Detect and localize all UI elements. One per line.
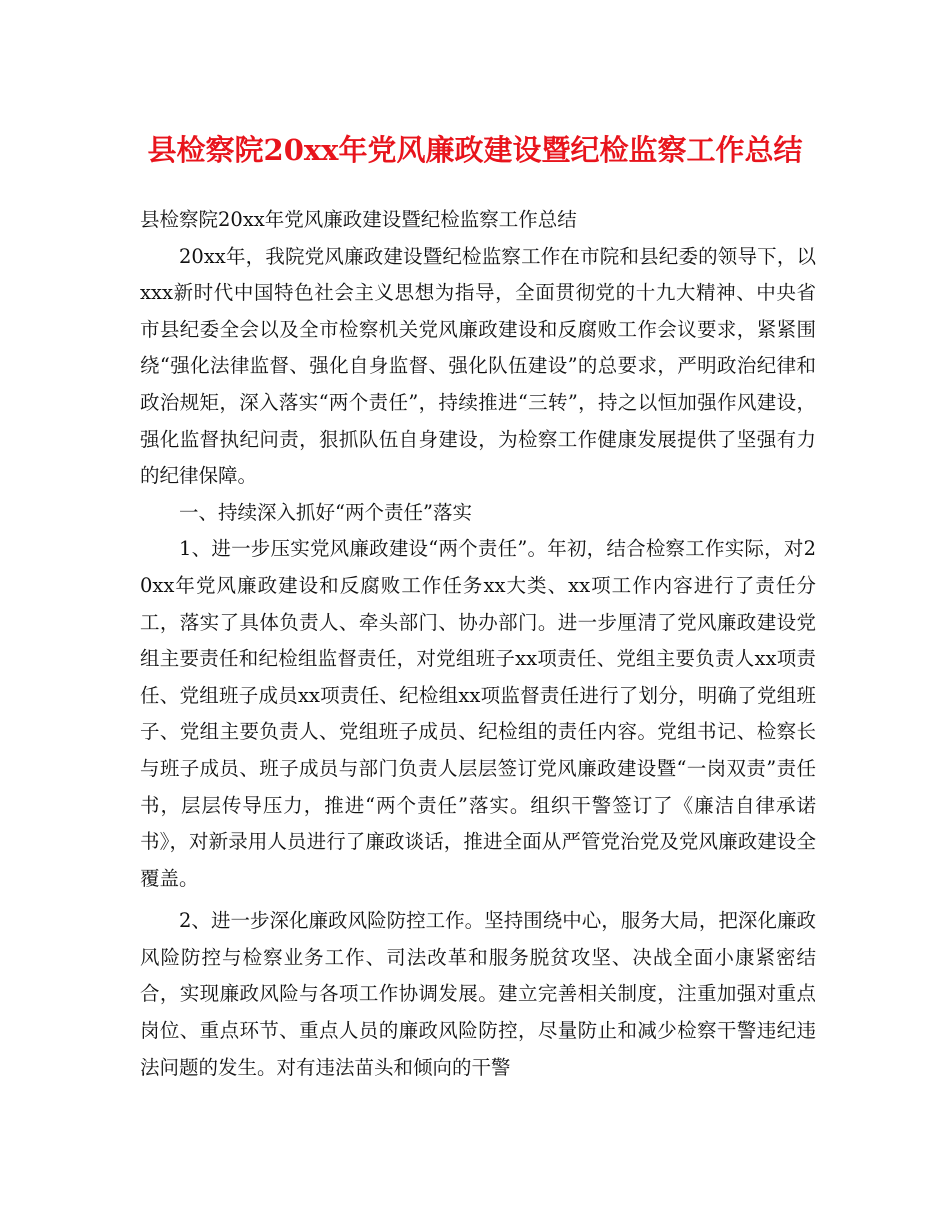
section-heading-1: 一、持续深入抓好“两个责任”落实 xyxy=(179,500,472,524)
body-paragraph-item-2: 2、进一步深化廉政风险防控工作。坚持围绕中心，服务大局，把深化廉政风险防控与检察业务工作、司法改革和服务脱贫攻坚、决战全面小康紧密结合，实现廉政风险与各项工作协调发展。建立完善相关制度，注重加强对重点岗位、重点环节、重点人员的廉政风险防控，尽量防止和减少检察干警违纪违法问题的发生。对有违法苗头和倾向的干警 xyxy=(140,909,816,1079)
body-paragraph-item-1: 1、进一步压实党风廉政建设“两个责任”。年初，结合检察工作实际，对20xx年党风廉政建设和反腐败工作任务xx大类、xx项工作内容进行了责任分工，落实了具体负责人、牵头部门、协办部门。进一步厘清了党风廉政建设党组主要责任和纪检组监督责任，对党组班子xx项责任、党组主要负责人xx项责任、党组班子成员xx项责任、纪检组xx项监督责任进行了划分，明确了党组班子、党组主要负责人、党组班子成员、纪检组的责任内容。党组书记、检察长与班子成员、班子成员与部门负责人层层签订党风廉政建设暨“一岗双责”责任书，层层传导压力，推进“两个责任”落实。组织干警签订了《廉洁自律承诺书》，对新录用人员进行了廉政谈话，推进全面从严管党治党及党风廉政建设全覆盖。 xyxy=(140,537,816,890)
document-title: 县检察院20xx年党风廉政建设暨纪检监察工作总结 xyxy=(147,133,803,167)
body-heading-line: 县检察院20xx年党风廉政建设暨纪检监察工作总结 xyxy=(140,208,577,231)
document-body xyxy=(140,202,816,1086)
body-paragraph-intro: 20xx年，我院党风廉政建设暨纪检监察工作在市院和县纪委的领导下，以xxx新时代中国特色社会主义思想为指导，全面贯彻党的十九大精神、中央省市县纪委全会以及全市检察机关党风廉政建设和反腐败工作会议要求，紧紧围绕“强化法律监督、强化自身监督、强化队伍建设”的总要求，严明政治纪律和政治规矩，深入落实“两个责任”，持续推进“三转”，持之以恒加强作风建设，强化监督执纪问责，狠抓队伍自身建设，为检察工作健康发展提供了坚强有力的纪律保障。 xyxy=(140,244,816,488)
